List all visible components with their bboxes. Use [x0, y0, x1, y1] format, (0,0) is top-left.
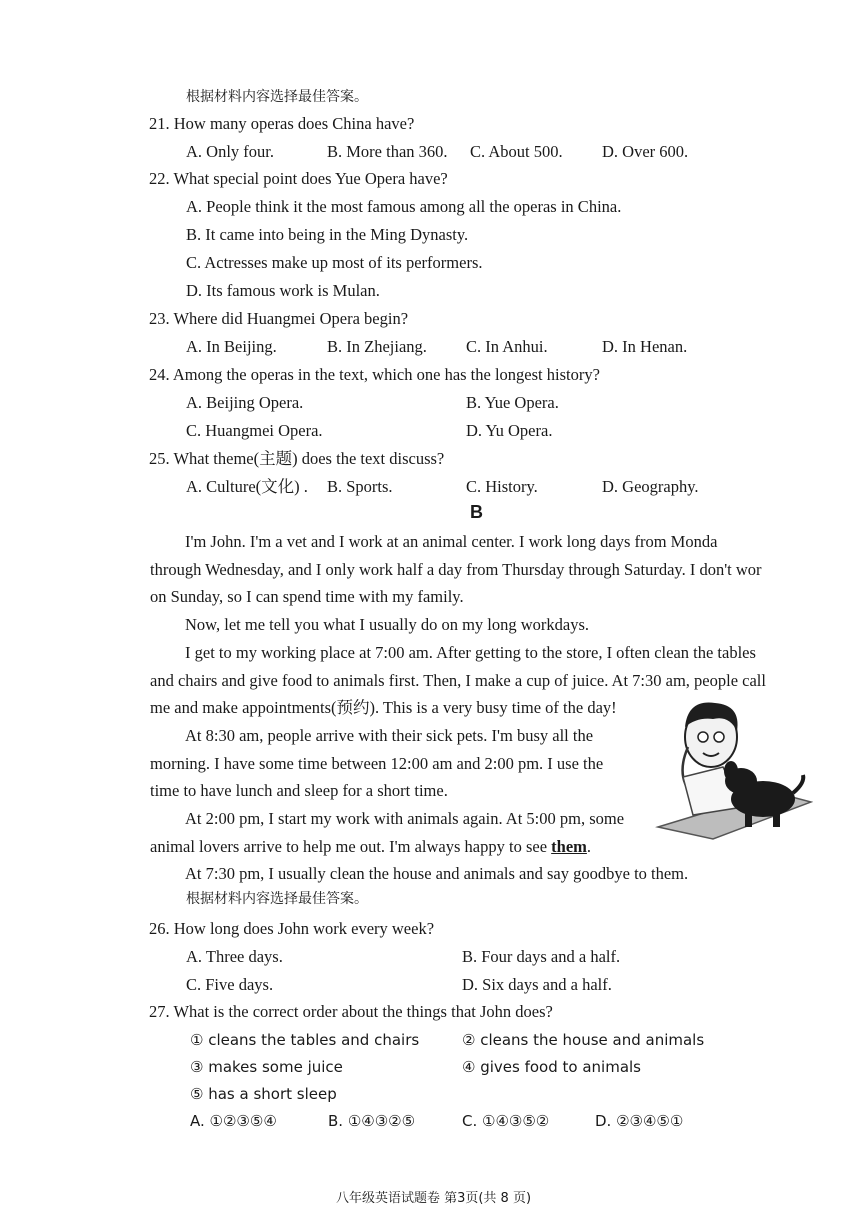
q25-option-d: D. Geography. [602, 477, 699, 496]
passage-text: animal lovers arrive to help me out. I'm always happy to see [150, 836, 552, 856]
q27-item-4: ④ gives food to animals [462, 1058, 641, 1076]
q23-option-d: D. In Henan. [602, 337, 688, 356]
q22-option-d: D. Its famous work is Mulan. [186, 281, 380, 300]
q22-option-b: B. It came into being in the Ming Dynasty. [186, 225, 469, 244]
passage-paragraph-2 [150, 611, 818, 639]
passage-paragraph-5 [150, 805, 645, 860]
q21-option-c: C. About 500. [470, 142, 563, 161]
q27-option-b: B. ①④③②⑤ [328, 1112, 416, 1130]
q25-option-c: C. History. [466, 477, 538, 496]
passage-line: time to have lunch and sleep for a short time. [150, 781, 448, 801]
page-footer: 八年级英语试题卷 第3页(共 8 页) [335, 1191, 532, 1206]
q22-option-c: C. Actresses make up most of its performers. [186, 253, 483, 272]
question-26: 26. How long does John work every week? [149, 919, 435, 938]
q23-option-a: A. In Beijing. [186, 337, 277, 356]
question-27: 27. What is the correct order about the things that John does? [149, 1002, 553, 1021]
q27-item-1: ① cleans the tables and chairs [190, 1031, 420, 1049]
q25-option-a: A. Culture(文化) . [186, 477, 308, 496]
vet-with-dog-illustration [653, 697, 813, 842]
passage-paragraph-6 [150, 860, 818, 888]
q27-item-2: ② cleans the house and animals [462, 1031, 705, 1049]
q23-option-c: C. In Anhui. [466, 337, 548, 356]
q23-option-b: B. In Zhejiang. [327, 337, 427, 356]
question-21: 21. How many operas does China have? [149, 114, 415, 133]
q27-option-c: C. ①④③⑤② [462, 1112, 550, 1130]
passage-line: on Sunday, so I can spend time with my family. [150, 587, 464, 607]
passage-line: At 7:30 pm, I usually clean the house and animals and say goodbye to them. [185, 864, 689, 883]
passage-line: morning. I have some time between 12:00 am and 2:00 pm. I use the [150, 753, 604, 773]
q22-option-a: A. People think it the most famous among all the operas in China. [186, 197, 622, 216]
q27-item-5: ⑤ has a short sleep [190, 1085, 337, 1103]
q21-option-b: B. More than 360. [327, 142, 448, 161]
passage-line: I'm John. I'm a vet and I work at an animal center. I work long days from Monda [185, 532, 718, 551]
q26-option-a: A. Three days. [186, 947, 283, 966]
instruction-b: 根据材料内容选择最佳答案。 [186, 891, 368, 907]
q24-option-c: C. Huangmei Opera. [186, 421, 323, 440]
underlined-word-them: them [551, 836, 587, 856]
passage-line: I get to my working place at 7:00 am. After getting to the store, I often clean the tables [185, 643, 756, 662]
q24-option-a: A. Beijing Opera. [186, 393, 304, 412]
q24-option-b: B. Yue Opera. [466, 393, 559, 412]
q27-option-a: A. ①②③⑤④ [190, 1112, 277, 1130]
passage-text: . [586, 836, 592, 856]
section-b-heading: B [470, 502, 483, 522]
question-22: 22. What special point does Yue Opera have? [149, 169, 448, 188]
q26-option-d: D. Six days and a half. [462, 975, 612, 994]
passage-line: me and make appointments(预约). This is a very busy time of the day! [150, 698, 617, 718]
question-23: 23. Where did Huangmei Opera begin? [149, 309, 409, 328]
passage-line: Now, let me tell you what I usually do on my long workdays. [185, 615, 590, 634]
q27-option-d: D. ②③④⑤① [595, 1112, 684, 1130]
passage-line: At 8:30 am, people arrive with their sick pets. I'm busy all the [185, 726, 594, 745]
q26-option-c: C. Five days. [186, 975, 274, 994]
instruction-a: 根据材料内容选择最佳答案。 [186, 89, 368, 105]
q25-option-b: B. Sports. [327, 477, 393, 496]
question-24: 24. Among the operas in the text, which one has the longest history? [149, 365, 600, 384]
q24-option-d: D. Yu Opera. [466, 421, 553, 440]
question-25: 25. What theme(主题) does the text discuss? [149, 449, 445, 468]
passage-paragraph-1 [150, 528, 818, 611]
q27-item-3: ③ makes some juice [190, 1058, 343, 1076]
passage-line: At 2:00 pm, I start my work with animals again. At 5:00 pm, some [185, 809, 625, 828]
q21-option-a: A. Only four. [186, 142, 274, 161]
passage-line: through Wednesday, and I only work half a day from Thursday through Saturday. I don't wor [150, 559, 762, 579]
passage-line: and chairs and give food to animals first. Then, I make a cup of juice. At 7:30 am, people call [150, 670, 766, 690]
q26-option-b: B. Four days and a half. [462, 947, 621, 966]
passage-paragraph-4 [150, 722, 645, 805]
q21-option-d: D. Over 600. [602, 142, 689, 161]
passage-line [150, 833, 645, 861]
